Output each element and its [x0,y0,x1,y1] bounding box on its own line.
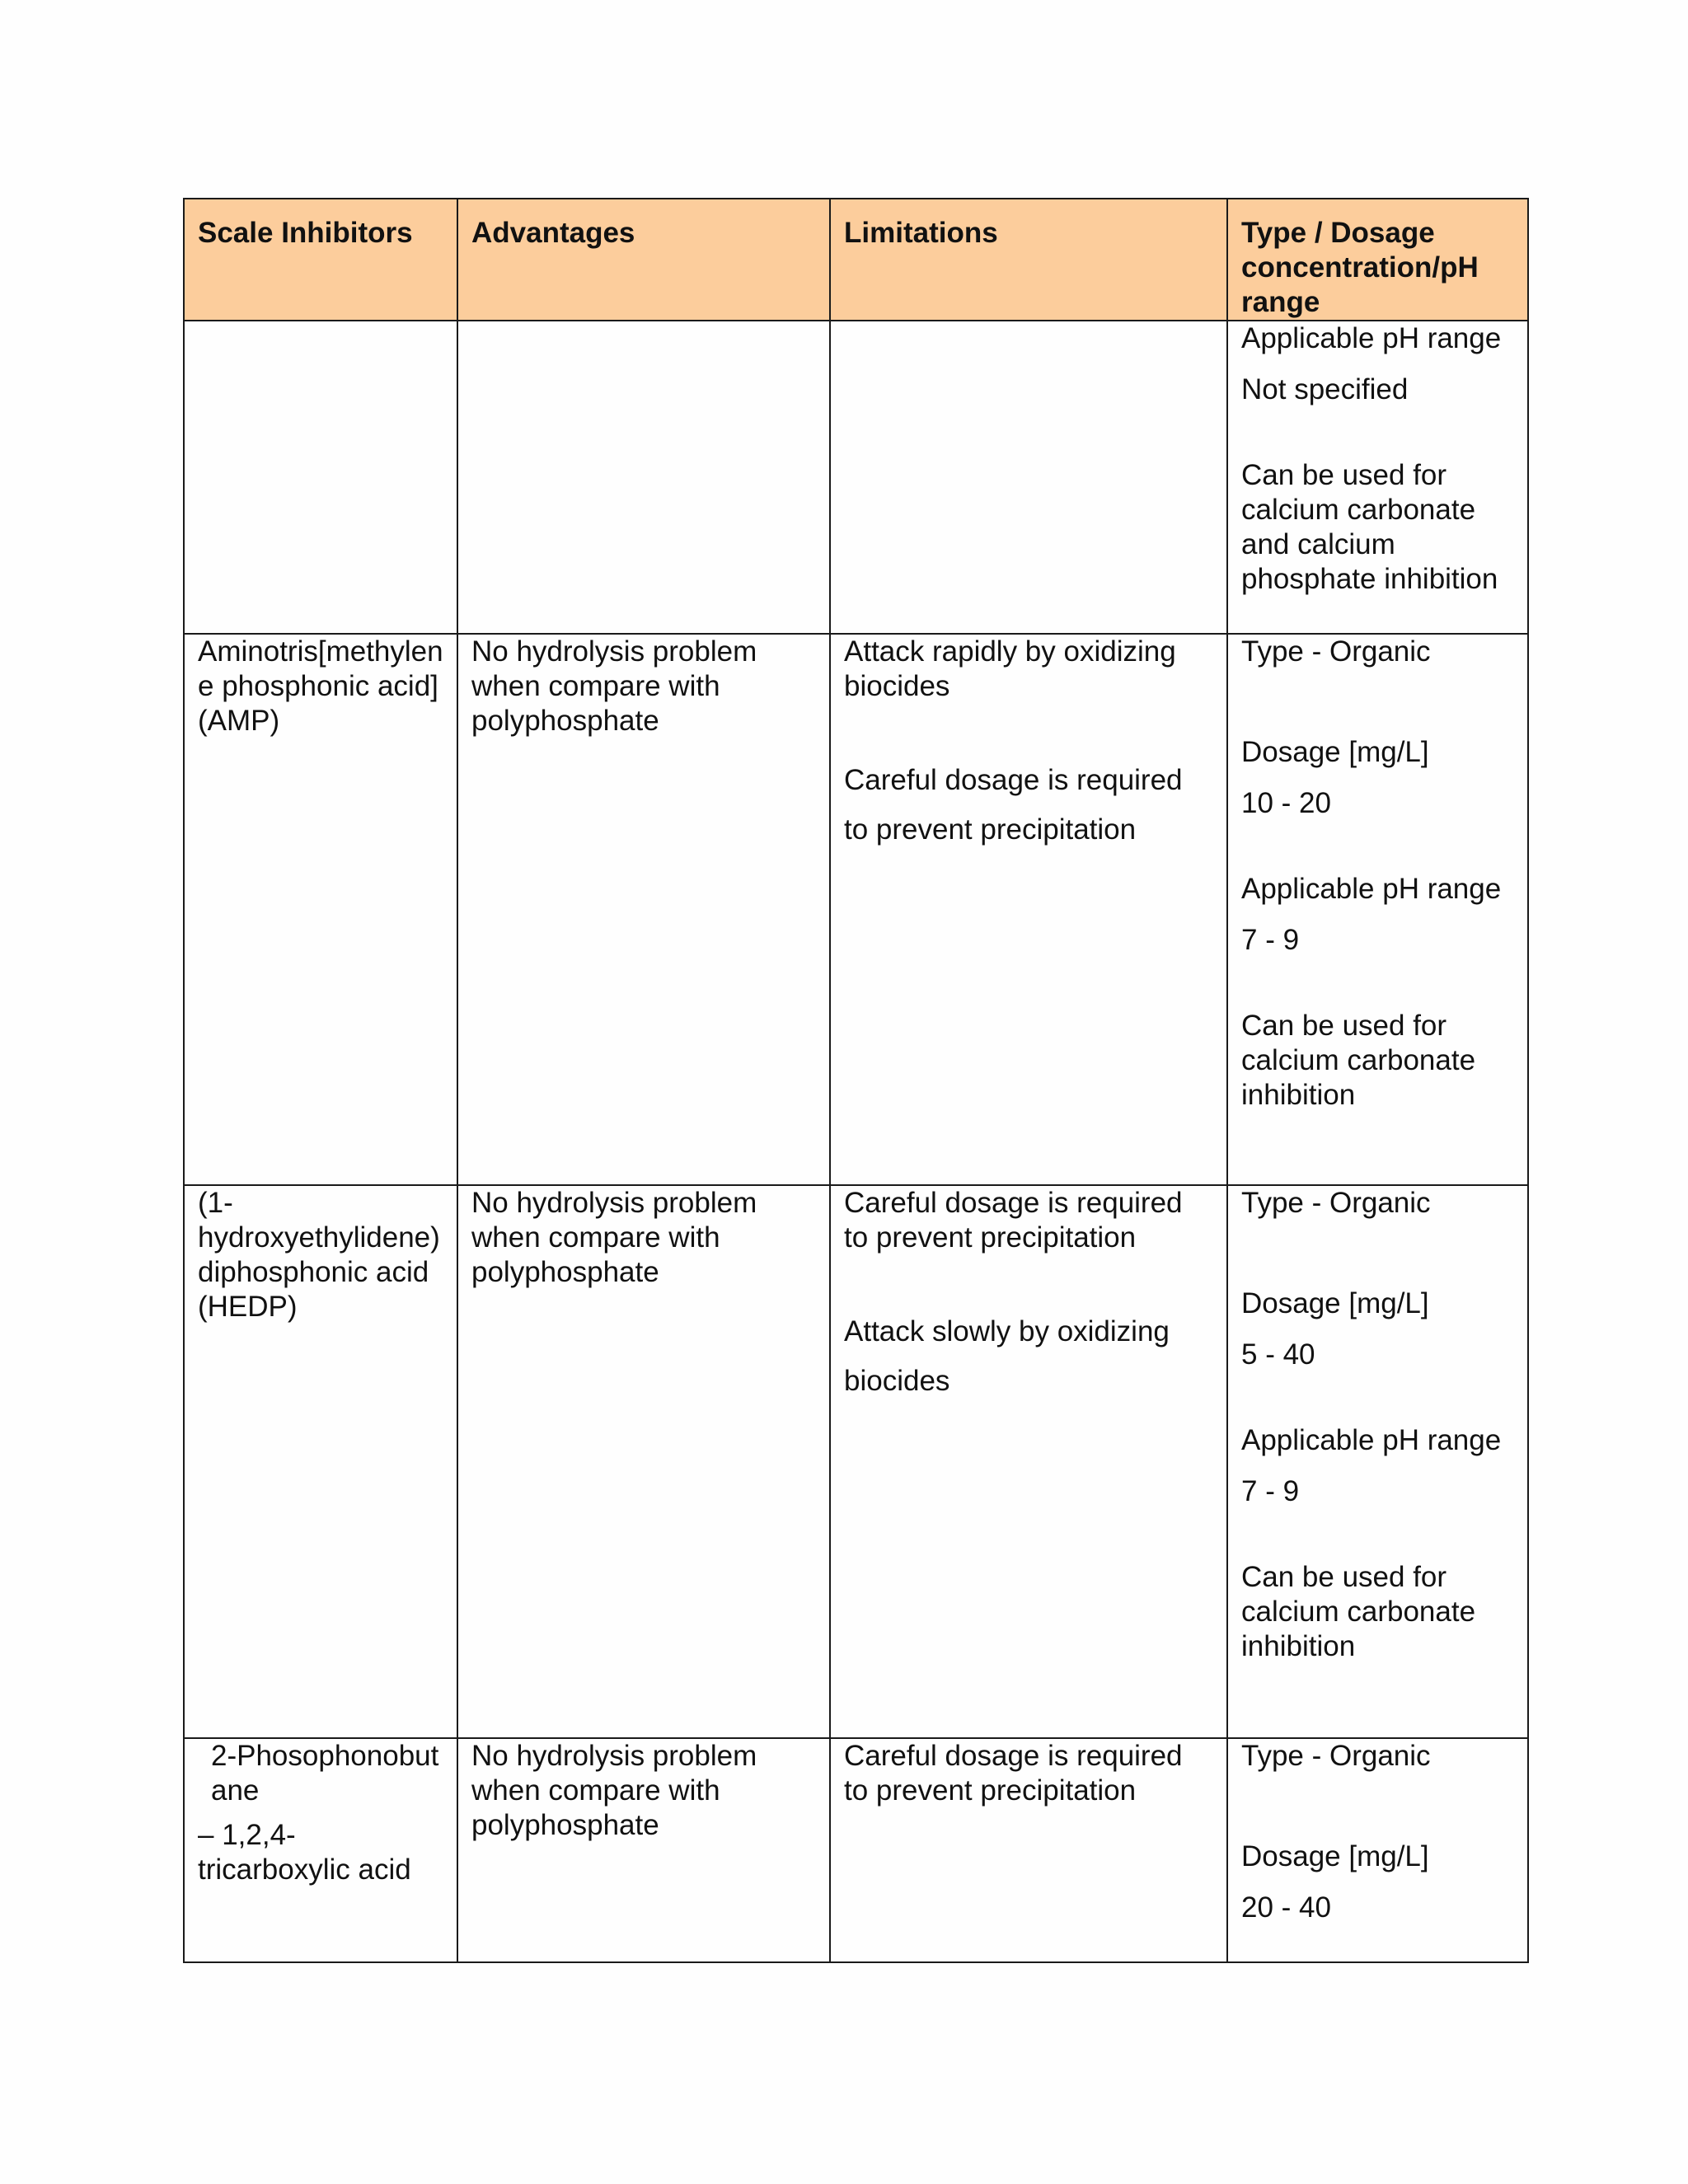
cell-advantages [457,321,830,634]
cell-advantages [457,634,830,1185]
cell-advantages [457,1738,830,1962]
cell-limitations [830,321,1227,634]
dosage-value: 5 - 40 [1241,1338,1315,1371]
cell-type-dosage [1227,1738,1528,1962]
advantage-text: No hydrolysis problem when compare with polyphosphate [471,1740,757,1841]
limitation-text: Careful dosage is required to prevent precipitation [844,1187,1183,1254]
table-row [184,1738,1528,1962]
header-scale-inhibitors: Scale Inhibitors [184,199,457,321]
cell-name [184,1185,457,1738]
cell-type-dosage [1227,634,1528,1185]
dosage-value: 10 - 20 [1241,787,1331,819]
ph-label: Applicable pH range [1241,873,1502,905]
ph-value: 7 - 9 [1241,924,1300,956]
use-note: Can be used for calcium carbonate and calcium phosphate inhibition [1241,459,1498,595]
dosage-value: 20 - 40 [1241,1891,1331,1924]
cell-advantages [457,1185,830,1738]
cell-name [184,1738,457,1962]
table-header-row [184,199,1528,321]
dosage-label: Dosage [mg/L] [1241,1287,1429,1319]
cell-limitations [830,1738,1227,1962]
table-row [184,634,1528,1185]
table-row [184,1185,1528,1738]
type-label: Type - Organic [1241,1740,1431,1772]
cell-limitations [830,1185,1227,1738]
scale-inhibitors-table [183,198,1529,1963]
limitation-text: Attack rapidly by oxidizing biocides [844,635,1176,702]
limitation-text: Careful dosage is required to prevent precipitation [844,1740,1183,1807]
dosage-label: Dosage [mg/L] [1241,736,1429,768]
inhibitor-name: 2-Phosophonobutane [211,1740,439,1807]
limitation-text: Attack slowly by oxidizing [844,1315,1170,1347]
inhibitor-name: Aminotris[methylene phosphonic acid] (AMP) [198,635,443,737]
cell-type-dosage [1227,321,1528,634]
ph-value: Not specified [1241,373,1409,405]
ph-label: Applicable pH range [1241,1424,1502,1456]
type-label: Type - Organic [1241,635,1431,668]
inhibitor-name: (1-hydroxyethylidene) diphosphonic acid (HEDP) [198,1187,440,1323]
header-type-dosage: Type / Dosage concentration/pH range [1227,199,1528,321]
limitation-text: biocides [844,1365,950,1397]
ph-label: Applicable pH range [1241,322,1502,354]
header-limitations: Limitations [830,199,1227,321]
advantage-text: No hydrolysis problem when compare with polyphosphate [471,635,757,737]
advantage-text: No hydrolysis problem when compare with polyphosphate [471,1187,757,1288]
cell-name [184,634,457,1185]
ph-value: 7 - 9 [1241,1475,1300,1507]
limitation-text: Careful dosage is required [844,764,1183,796]
type-label: Type - Organic [1241,1187,1431,1219]
limitation-text: to prevent precipitation [844,813,1137,846]
cell-name [184,321,457,634]
cell-limitations [830,634,1227,1185]
use-note: Can be used for calcium carbonate inhibition [1241,1561,1476,1662]
use-note: Can be used for calcium carbonate inhibition [1241,1010,1476,1111]
header-advantages: Advantages [457,199,830,321]
inhibitor-name-cont: – 1,2,4-tricarboxylic acid [198,1819,411,1886]
table-row [184,321,1528,634]
dosage-label: Dosage [mg/L] [1241,1840,1429,1872]
cell-type-dosage [1227,1185,1528,1738]
